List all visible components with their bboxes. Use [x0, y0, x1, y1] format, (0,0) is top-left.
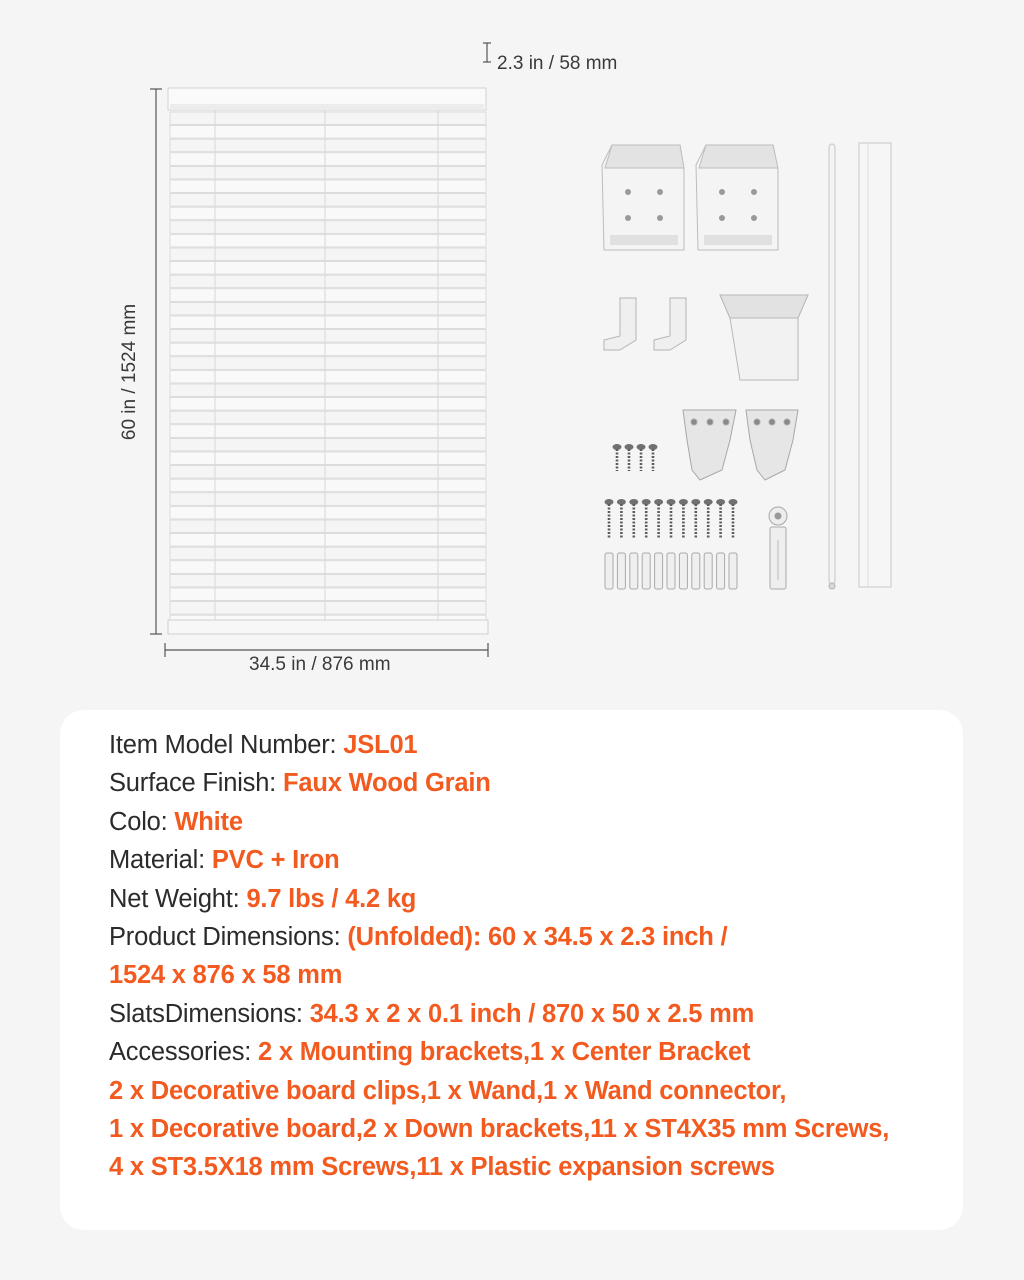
spec-line [109, 726, 969, 764]
blind-slat [170, 493, 486, 506]
decorative-board-clips [604, 298, 686, 350]
blind-slat [170, 302, 486, 315]
blind-slat [170, 194, 486, 207]
expansion-anchor [667, 553, 675, 589]
spec-label: Product Dimensions: [109, 923, 348, 952]
spec-value: 1 x Decorative board,2 x Down brackets,11 x ST4X35 mm Screws, [109, 1115, 890, 1144]
blind-slat [170, 398, 486, 411]
blind-slat [170, 126, 486, 139]
blind-slat [170, 180, 486, 193]
mounting-bracket-right [696, 145, 778, 250]
blind-slat [170, 534, 486, 547]
blind-slat [170, 438, 486, 451]
blind-slat [170, 289, 486, 302]
blind-slat [170, 520, 486, 533]
expansion-anchor [642, 553, 650, 589]
expansion-anchor [655, 553, 663, 589]
blind-slat [170, 248, 486, 261]
spec-value: (Unfolded): 60 x 34.5 x 2.3 inch / [347, 923, 728, 952]
spec-value: 2 x Mounting brackets,1 x Center Bracket [258, 1038, 751, 1067]
window-blind [168, 88, 488, 634]
decorative-board [859, 143, 891, 587]
expansion-anchor [717, 553, 725, 589]
spec-label: Accessories: [109, 1038, 259, 1067]
blind-slat [170, 166, 486, 179]
spec-line [109, 764, 969, 802]
blind-slat [170, 357, 486, 370]
mounting-bracket-left [602, 145, 684, 250]
spec-line [109, 1033, 969, 1071]
down-brackets [683, 410, 798, 480]
width-dimension-label: 34.5 in / 876 mm [249, 654, 391, 675]
spec-line [109, 995, 969, 1033]
blind-slat [170, 207, 486, 220]
spec-value: White [174, 807, 243, 836]
spec-value: 4 x ST3.5X18 mm Screws,11 x Plastic expansion screws [109, 1153, 775, 1182]
blind-slat [170, 370, 486, 383]
blind-slat [170, 384, 486, 397]
blind-slat [170, 316, 486, 329]
blind-slat [170, 574, 486, 587]
expansion-anchor [692, 553, 700, 589]
depth-dimension-label: 2.3 in / 58 mm [497, 53, 618, 74]
spec-value: 9.7 lbs / 4.2 kg [246, 884, 417, 913]
spec-line [109, 880, 969, 918]
spec-list [109, 726, 969, 1187]
spec-value: 2 x Decorative board clips,1 x Wand,1 x Wand connector, [109, 1076, 787, 1105]
blind-slat [170, 466, 486, 479]
spec-label: Material: [109, 846, 212, 875]
blind-slat [170, 425, 486, 438]
blind-slat [170, 262, 486, 275]
spec-value: PVC + Iron [211, 846, 340, 875]
spec-line [109, 1110, 969, 1148]
spec-line [109, 1148, 969, 1186]
expansion-anchor [679, 553, 687, 589]
blind-slat [170, 411, 486, 424]
blind-slat [170, 139, 486, 152]
expansion-anchor [729, 553, 737, 589]
blind-slat [170, 506, 486, 519]
blind-slat [170, 547, 486, 560]
spec-label: Net Weight: [109, 884, 247, 913]
spec-value: Faux Wood Grain [282, 769, 491, 798]
blind-slat [170, 343, 486, 356]
expansion-anchor [630, 553, 638, 589]
spec-line [109, 803, 969, 841]
blind-slat [170, 275, 486, 288]
spec-label: Colo: [109, 807, 175, 836]
blind-slat [170, 153, 486, 166]
spec-value: 34.3 x 2 x 0.1 inch / 870 x 50 x 2.5 mm [309, 999, 755, 1028]
blind-slat [170, 112, 486, 125]
blind-slat [170, 479, 486, 492]
blind-slat [170, 221, 486, 234]
blind-slat [170, 330, 486, 343]
spec-line [109, 1072, 969, 1110]
length-dimension-label: 60 in / 1524 mm [119, 303, 140, 441]
spec-label: SlatsDimensions: [109, 999, 310, 1028]
blind-slat [170, 588, 486, 601]
spec-label: Surface Finish: [109, 769, 283, 798]
screws-st3-5x18 [613, 444, 658, 471]
wand [829, 144, 835, 589]
spec-line [109, 841, 969, 879]
expansion-anchor [605, 553, 613, 589]
spec-value: JSL01 [343, 731, 418, 759]
center-bracket [720, 295, 808, 380]
screws-st4x35 [605, 499, 738, 538]
blind-slat [170, 234, 486, 247]
blind-slat [170, 602, 486, 615]
spec-label: Item Model Number: [109, 731, 344, 759]
blind-slat [170, 452, 486, 465]
expansion-anchor [617, 553, 625, 589]
wand-connector [769, 507, 787, 589]
spec-line [109, 918, 969, 956]
blind-slat [170, 561, 486, 574]
spec-value: 1524 x 876 x 58 mm [109, 961, 343, 990]
expansion-anchor [704, 553, 712, 589]
plastic-expansion-screws [605, 553, 737, 589]
spec-line [109, 956, 969, 994]
